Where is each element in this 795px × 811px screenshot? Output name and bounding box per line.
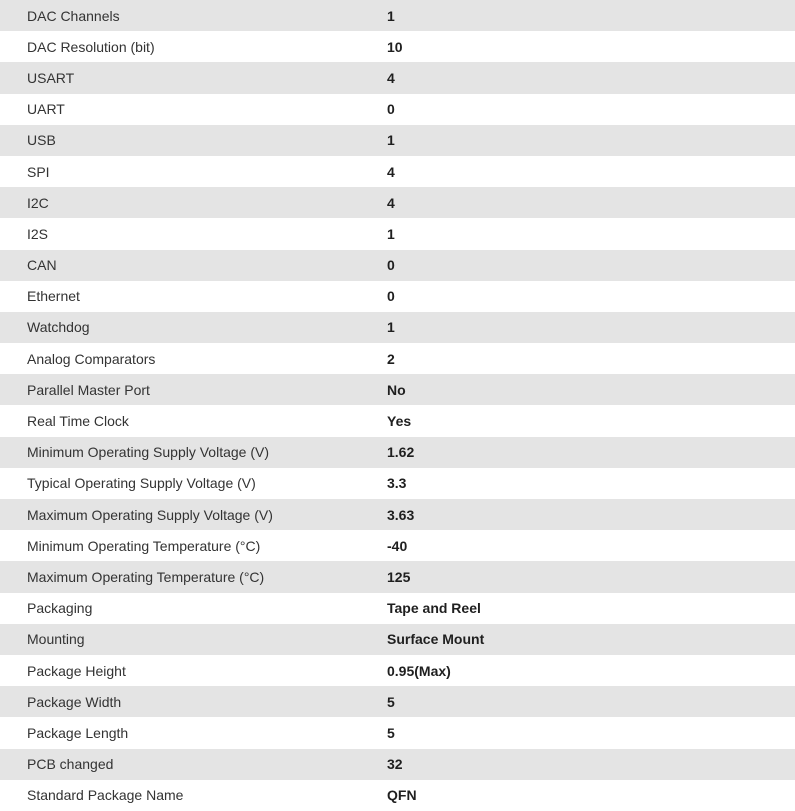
- spec-value: 1.62: [387, 444, 415, 461]
- table-row: [0, 156, 795, 187]
- table-row: [0, 187, 795, 218]
- spec-value: 125: [387, 568, 411, 585]
- spec-label: Packaging: [27, 600, 93, 617]
- table-row: [0, 437, 795, 468]
- table-row: [0, 62, 795, 93]
- spec-value: 1: [387, 132, 395, 149]
- spec-value: 0.95(Max): [387, 662, 451, 679]
- spec-label: Package Length: [27, 724, 129, 741]
- spec-value: 3.3: [387, 475, 407, 492]
- spec-label: Ethernet: [27, 288, 80, 305]
- table-row: [0, 561, 795, 592]
- spec-label: Minimum Operating Supply Voltage (V): [27, 444, 269, 461]
- spec-label: PCB changed: [27, 756, 114, 773]
- spec-label: SPI: [27, 163, 50, 180]
- table-row: [0, 0, 795, 31]
- spec-label: Minimum Operating Temperature (°C): [27, 537, 261, 554]
- spec-label: CAN: [27, 257, 57, 274]
- table-row: [0, 312, 795, 343]
- spec-value: Surface Mount: [387, 631, 485, 648]
- spec-value: QFN: [387, 787, 417, 804]
- spec-label: Typical Operating Supply Voltage (V): [27, 475, 256, 492]
- spec-value: Yes: [387, 413, 412, 430]
- table-row: [0, 374, 795, 405]
- spec-value: 0: [387, 288, 395, 305]
- spec-value: 4: [387, 163, 395, 180]
- spec-label: Maximum Operating Temperature (°C): [27, 568, 265, 585]
- spec-value: 5: [387, 693, 395, 710]
- spec-label: Package Width: [27, 693, 122, 710]
- spec-label: Maximum Operating Supply Voltage (V): [27, 506, 273, 523]
- spec-value: -40: [387, 537, 408, 554]
- table-row: [0, 31, 795, 62]
- table-row: [0, 749, 795, 780]
- spec-label: Watchdog: [27, 319, 90, 336]
- table-row: [0, 218, 795, 249]
- table-row: [0, 655, 795, 686]
- spec-label: Standard Package Name: [27, 787, 184, 804]
- spec-label: DAC Channels: [27, 7, 120, 24]
- table-row: [0, 717, 795, 748]
- spec-label: USB: [27, 132, 56, 149]
- spec-value: 32: [387, 756, 403, 773]
- table-row: [0, 405, 795, 436]
- table-row: [0, 94, 795, 125]
- spec-value: 1: [387, 7, 395, 24]
- spec-label: Analog Comparators: [27, 350, 156, 367]
- spec-label: USART: [27, 69, 75, 86]
- table-row: [0, 343, 795, 374]
- table-row: [0, 468, 795, 499]
- spec-value: 2: [387, 350, 395, 367]
- spec-label: DAC Resolution (bit): [27, 38, 155, 55]
- spec-value: 4: [387, 194, 395, 211]
- spec-label: Mounting: [27, 631, 85, 648]
- table-row: [0, 624, 795, 655]
- table-row: [0, 125, 795, 156]
- spec-value: 4: [387, 69, 395, 86]
- spec-value: 3.63: [387, 506, 415, 523]
- spec-label: Parallel Master Port: [27, 381, 150, 398]
- spec-value: 0: [387, 101, 395, 118]
- spec-label: I2C: [27, 194, 49, 211]
- table-row: [0, 281, 795, 312]
- spec-value: 1: [387, 225, 395, 242]
- spec-label: Real Time Clock: [27, 413, 129, 430]
- spec-value: No: [387, 381, 406, 398]
- table-row: [0, 780, 795, 811]
- spec-value: 0: [387, 257, 395, 274]
- table-row: [0, 593, 795, 624]
- table-row: [0, 530, 795, 561]
- spec-label: UART: [27, 101, 65, 118]
- spec-value: Tape and Reel: [387, 600, 481, 617]
- spec-label: Package Height: [27, 662, 126, 679]
- spec-label: I2S: [27, 225, 49, 242]
- table-row: [0, 499, 795, 530]
- table-row: [0, 250, 795, 281]
- spec-value: 1: [387, 319, 395, 336]
- table-row: [0, 686, 795, 717]
- spec-value: 10: [387, 38, 403, 55]
- spec-value: 5: [387, 724, 395, 741]
